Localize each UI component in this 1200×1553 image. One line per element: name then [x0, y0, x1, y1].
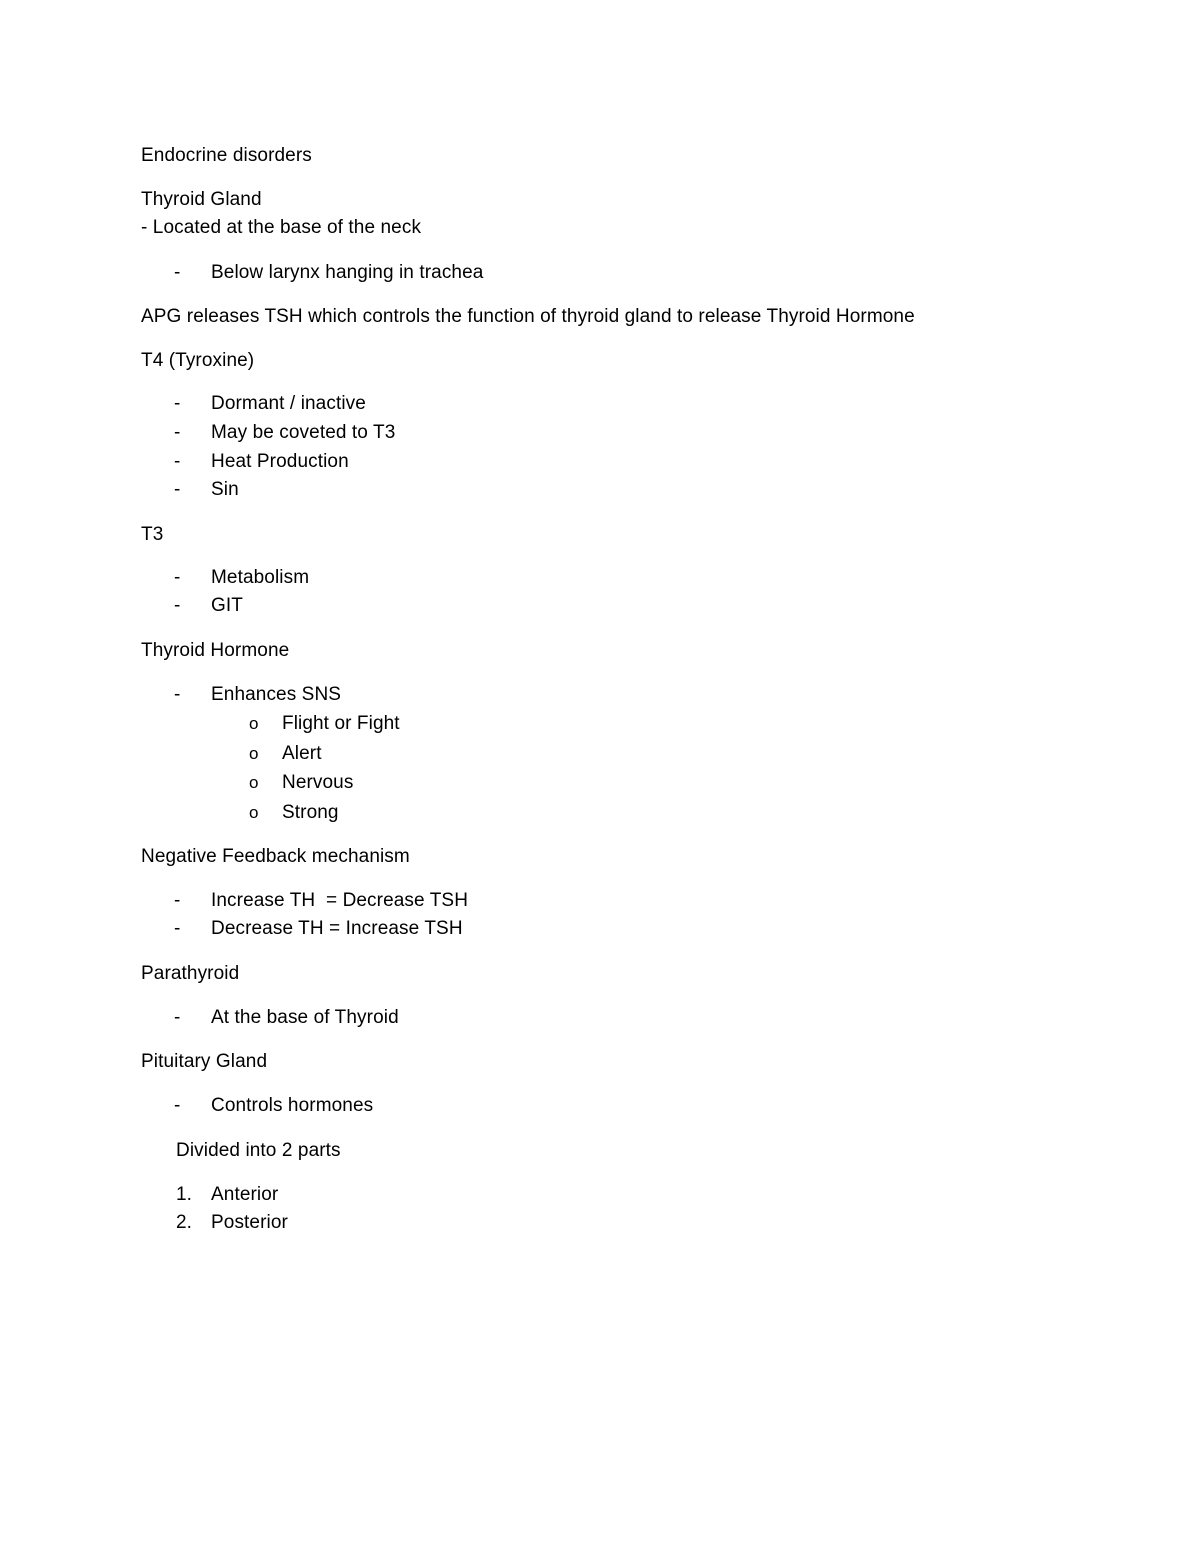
bullet-dash: - — [174, 684, 181, 705]
list-item: Metabolism — [211, 567, 310, 588]
thyroid-location: - Located at the base of the neck — [141, 217, 422, 238]
list-item: Decrease TH = Increase TSH — [211, 918, 463, 939]
parathyroid-heading: Parathyroid — [141, 963, 240, 984]
list-item: Heat Production — [211, 451, 349, 472]
bullet-dash: - — [174, 1007, 181, 1028]
bullet-dash: - — [174, 262, 181, 283]
bullet-dash: - — [174, 422, 181, 443]
list-item: Increase TH = Decrease TSH — [211, 890, 469, 911]
bullet-dash: - — [174, 479, 181, 500]
thyroid-hormone-heading: Thyroid Hormone — [141, 640, 290, 661]
sub-list-item: Strong — [282, 802, 339, 823]
t3-heading: T3 — [141, 524, 164, 545]
sub-list-item: Nervous — [282, 772, 354, 793]
sub-list-item: Alert — [282, 743, 322, 764]
bullet-dash: - — [174, 451, 181, 472]
bullet-dash: - — [174, 567, 181, 588]
list-item: At the base of Thyroid — [211, 1007, 399, 1028]
t4-heading: T4 (Tyroxine) — [141, 350, 255, 371]
pituitary-heading: Pituitary Gland — [141, 1051, 268, 1072]
list-item: Controls hormones — [211, 1095, 374, 1116]
list-item: Enhances SNS — [211, 684, 342, 705]
bullet-circle: o — [249, 744, 259, 763]
list-item: Sin — [211, 479, 239, 500]
bullet-dash: - — [174, 1095, 181, 1116]
bullet-circle: o — [249, 803, 259, 822]
numbered-item: Posterior — [211, 1212, 288, 1233]
list-number: 1. — [176, 1184, 192, 1205]
list-item: Dormant / inactive — [211, 393, 366, 414]
list-number: 2. — [176, 1212, 192, 1233]
bullet-dash: - — [174, 890, 181, 911]
list-item: GIT — [211, 595, 243, 616]
bullet-dash: - — [174, 595, 181, 616]
sub-list-item: Flight or Fight — [282, 713, 400, 734]
list-item: May be coveted to T3 — [211, 422, 396, 443]
thyroid-heading: Thyroid Gland — [141, 189, 262, 210]
bullet-dash: - — [174, 393, 181, 414]
apg-note: APG releases TSH which controls the function of thyroid gland to release Thyroid Hormone — [141, 306, 915, 327]
pituitary-divided-note: Divided into 2 parts — [176, 1140, 341, 1161]
bullet-circle: o — [249, 773, 259, 792]
feedback-heading: Negative Feedback mechanism — [141, 846, 410, 867]
bullet-dash: - — [174, 918, 181, 939]
bullet-circle: o — [249, 714, 259, 733]
numbered-item: Anterior — [211, 1184, 279, 1205]
document-title: Endocrine disorders — [141, 145, 312, 166]
thyroid-location-detail: Below larynx hanging in trachea — [211, 262, 484, 283]
